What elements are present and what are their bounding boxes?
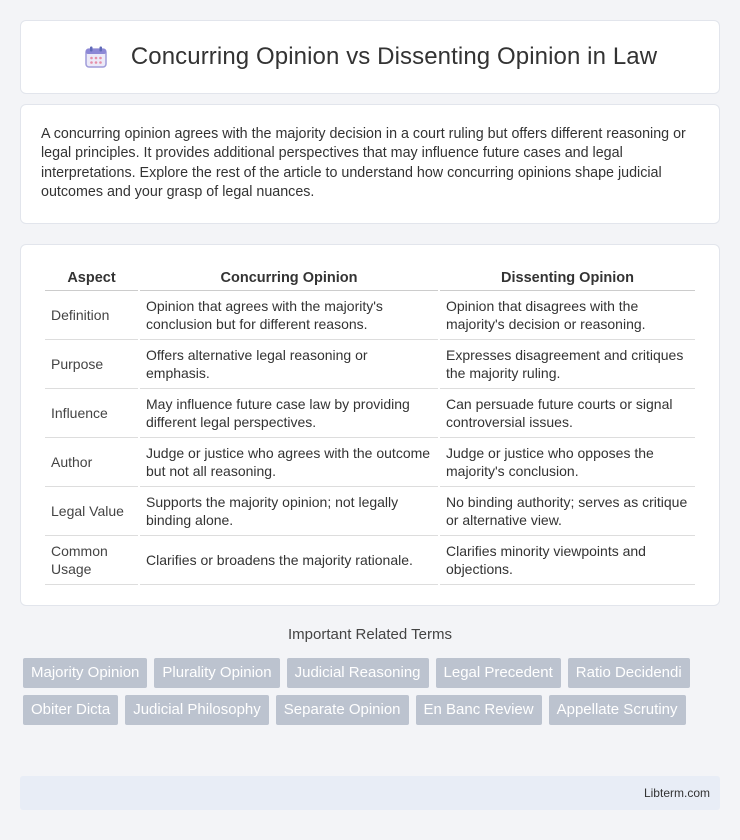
comparison-card xyxy=(20,244,720,606)
row-aspect: Purpose xyxy=(45,340,138,389)
related-term-tag[interactable]: Judicial Philosophy xyxy=(125,695,269,725)
row-dissenting: Can persuade future courts or signal controversial issues. xyxy=(440,389,695,438)
table-row xyxy=(45,487,695,536)
related-term-tag[interactable]: Separate Opinion xyxy=(276,695,409,725)
table-row xyxy=(45,340,695,389)
row-concurring: Judge or justice who agrees with the outcome but not all reasoning. xyxy=(140,438,438,487)
row-aspect: Legal Value xyxy=(45,487,138,536)
row-dissenting: Judge or justice who opposes the majority's conclusion. xyxy=(440,438,695,487)
header xyxy=(83,43,657,71)
row-aspect: Influence xyxy=(45,389,138,438)
row-dissenting: No binding authority; serves as critique or alternative view. xyxy=(440,487,695,536)
column-header-aspect: Aspect xyxy=(45,265,138,291)
related-term-tag[interactable]: En Banc Review xyxy=(416,695,542,725)
related-terms-list xyxy=(23,658,713,725)
column-header-dissenting: Dissenting Opinion xyxy=(440,265,695,291)
related-term-tag[interactable]: Judicial Reasoning xyxy=(287,658,429,688)
row-concurring: Opinion that agrees with the majority's conclusion but for different reasons. xyxy=(140,291,438,340)
related-term-tag[interactable]: Appellate Scrutiny xyxy=(549,695,686,725)
table-row xyxy=(45,291,695,340)
footer-site-link[interactable]: Libterm.com xyxy=(643,786,710,800)
table-row xyxy=(45,536,695,585)
row-aspect: Definition xyxy=(45,291,138,340)
row-dissenting: Opinion that disagrees with the majority's decision or reasoning. xyxy=(440,291,695,340)
row-aspect: Author xyxy=(45,438,138,487)
calendar-icon xyxy=(83,44,109,70)
row-concurring: Offers alternative legal reasoning or emphasis. xyxy=(140,340,438,389)
column-header-concurring: Concurring Opinion xyxy=(140,265,438,291)
related-term-tag[interactable]: Majority Opinion xyxy=(23,658,147,688)
related-term-tag[interactable]: Plurality Opinion xyxy=(154,658,279,688)
intro-card xyxy=(20,104,720,224)
table-row xyxy=(45,438,695,487)
table-row xyxy=(45,389,695,438)
related-term-tag[interactable]: Legal Precedent xyxy=(436,658,561,688)
row-dissenting: Expresses disagreement and critiques the majority ruling. xyxy=(440,340,695,389)
intro-paragraph: A concurring opinion agrees with the majority decision in a court ruling but offers different reasoning or legal principles. It provides additional perspectives that may influence future cases and legal interpretations. Explore the rest of the article to understand how concurring opinions shape judicial outcomes and your grasp of legal nuances. xyxy=(41,126,686,201)
related-term-tag[interactable]: Obiter Dicta xyxy=(23,695,118,725)
row-concurring: Supports the majority opinion; not legally binding alone. xyxy=(140,487,438,536)
comparison-table xyxy=(43,265,697,585)
row-aspect: Common Usage xyxy=(45,536,138,585)
row-concurring: Clarifies or broadens the majority rationale. xyxy=(140,536,438,585)
related-terms-title: Important Related Terms xyxy=(288,626,452,643)
page-title: Concurring Opinion vs Dissenting Opinion in Law xyxy=(130,43,658,70)
header-card xyxy=(20,20,720,94)
row-dissenting: Clarifies minority viewpoints and objections. xyxy=(440,536,695,585)
related-term-tag[interactable]: Ratio Decidendi xyxy=(568,658,690,688)
table-header-row xyxy=(45,265,695,291)
row-concurring: May influence future case law by providing different legal perspectives. xyxy=(140,389,438,438)
footer xyxy=(20,776,720,810)
